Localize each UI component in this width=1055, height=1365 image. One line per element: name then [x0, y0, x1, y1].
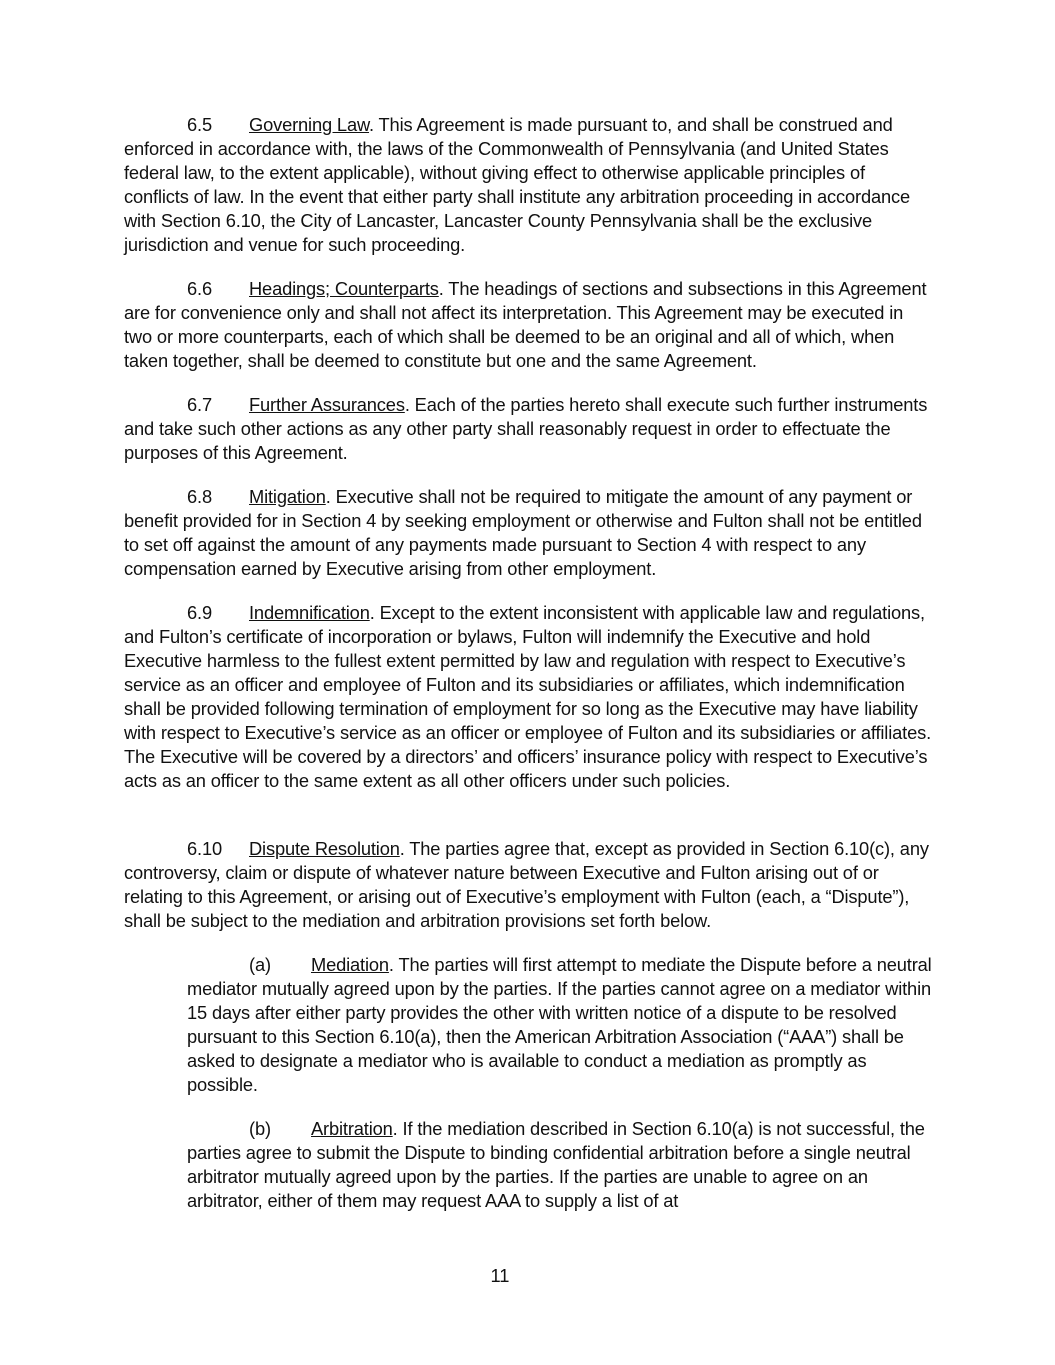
- section-number: 6.7: [187, 394, 212, 415]
- section-6-6: [124, 277, 934, 373]
- section-heading: Governing Law: [249, 114, 370, 135]
- section-number: 6.8: [187, 486, 212, 507]
- subsection-heading: Mediation: [311, 954, 389, 975]
- section-heading: Mitigation: [249, 486, 326, 507]
- section-body: . This Agreement is made pursuant to, and shall be construed and enforced in accordance with, the laws of the Commonwealth of Pennsylvania (and United States federal law, to the extent applicable), without giving effect to otherwise applicable principles of conflicts of law. In the event that either party shall institute any arbitration proceeding in accordance with Section 6.10, the City of Lancaster, Lancaster County Pennsylvania shall be the exclusive jurisdiction and venue for such proceeding.: [124, 114, 911, 255]
- section-6-5: [124, 113, 934, 257]
- section-number: 6.9: [187, 602, 212, 623]
- section-body: . The parties agree that, except as provided in Section 6.10(c), any controversy, claim or dispute of whatever nature between Executive and Fulton arising out of or relating to this Agreement, or arising out of Executive’s employment with Fulton (each, a “Dispute”), shall be subject to the mediation and arbitration provisions set forth below.: [124, 838, 929, 931]
- section-6-9: [124, 601, 934, 793]
- section-body: . The headings of sections and subsections in this Agreement are for convenience only and shall not affect its interpretation. This Agreement may be executed in two or more counterparts, each of which shall be deemed to be an original and all of which, when taken together, shall be deemed to constitute but one and the same Agreement.: [124, 278, 927, 371]
- section-body: . Except to the extent inconsistent with applicable law and regulations, and Fulton’s certificate of incorporation or bylaws, Fulton will indemnify the Executive and hold Executive harmless to the fullest extent permitted by law and regulation with respect to Executive’s service as an officer and employee of Fulton and its subsidiaries or affiliates, which indemnification shall be provided following termination of employment for so long as the Executive may have liability with respect to Executive’s service as an officer or employee of Fulton and its subsidiaries or affiliates. The Executive will be covered by a directors’ and officers’ insurance policy with respect to Executive’s acts as an officer to the same extent as all other officers under such policies.: [124, 602, 932, 791]
- section-heading: Headings; Counterparts: [249, 278, 439, 299]
- section-heading: Indemnification: [249, 602, 370, 623]
- section-number: 6.5: [187, 114, 212, 135]
- subsection-body: . The parties will first attempt to mediate the Dispute before a neutral mediator mutually agreed upon by the parties. If the parties cannot agree on a mediator within 15 days after either party provides the other with written notice of a dispute to be resolved pursuant to this Section 6.10(a), then the American Arbitration Association (“AAA”) shall be asked to designate a mediator who is available to conduct a mediation as promptly as possible.: [187, 954, 932, 1095]
- subsection-heading: Arbitration: [311, 1118, 393, 1139]
- subsection-number: (a): [249, 954, 271, 975]
- section-body: . Each of the parties hereto shall execute such further instruments and take such other actions as any other party shall reasonably request in order to effectuate the purposes of this Agreement.: [124, 394, 928, 463]
- subsection-body: . If the mediation described in Section 6.10(a) is not successful, the parties agree to submit the Dispute to binding confidential arbitration before a single neutral arbitrator mutually agreed upon by the parties. If the parties are unable to agree on an arbitrator, either of them may request AAA to supply a list of at: [187, 1118, 925, 1211]
- section-6-8: [124, 485, 934, 581]
- page-number: 11: [490, 1265, 510, 1286]
- section-number: 6.6: [187, 278, 212, 299]
- section-heading: Dispute Resolution: [249, 838, 400, 859]
- section-heading: Further Assurances: [249, 394, 405, 415]
- section-6-10: [124, 837, 934, 933]
- section-body: . Executive shall not be required to mitigate the amount of any payment or benefit provided for in Section 4 by seeking employment or otherwise and Fulton shall not be entitled to set off against the amount of any payments made pursuant to Section 4 with respect to any compensation earned by Executive arising from other employment.: [124, 486, 922, 579]
- subsection-number: (b): [249, 1118, 271, 1139]
- section-number: 6.10: [187, 838, 222, 859]
- subsection-a: [187, 953, 937, 1097]
- section-6-7: [124, 393, 934, 465]
- subsection-b: [187, 1117, 937, 1213]
